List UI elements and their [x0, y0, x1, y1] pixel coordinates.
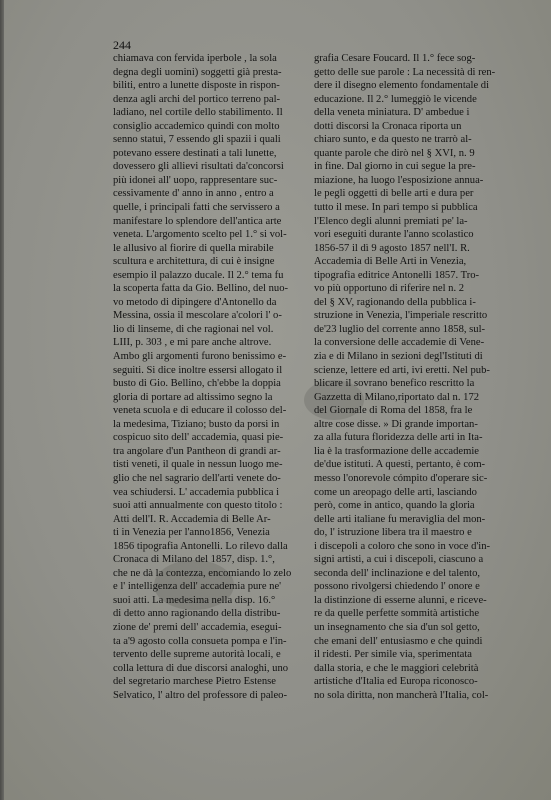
text-line: vea schiudersi. L' accademia pubblica i: [113, 486, 280, 498]
text-line: degna degli uomini) soggetti già presta-: [113, 66, 282, 78]
left-text-column: [113, 52, 316, 702]
text-line: messo l'onorevole cómpito d'operare sic-: [314, 472, 488, 484]
text-line: glio che nel sagrario dell'arti venete do-: [113, 472, 281, 484]
text-line: 1856 tipografia Antonelli. Lo rilevo dalla: [113, 540, 288, 552]
text-line: esempio il palazzo ducale. Il 2.° tema fu: [113, 269, 284, 281]
text-line: tisti veneti, il quale in nessun luogo me-: [113, 459, 283, 471]
text-line: signi artisti, a cui i discepoli, ciascuno a: [314, 554, 484, 566]
text-line: miazione, ha luogo l'esposizione annua-: [314, 174, 484, 186]
right-text-column: [314, 52, 526, 702]
text-line: grafia Cesare Foucard. Il 1.° fece sog-: [314, 53, 476, 64]
text-line: la medesima, Tiziano; busto da porsi in: [113, 418, 280, 430]
text-line: l'Elenco degli alunni premiati pe' la-: [314, 215, 468, 227]
text-line: no sola diritta, non mancherà l'Italia, col-: [314, 689, 489, 701]
text-line: vori eseguiti durante l'anno scolastico: [314, 229, 474, 241]
text-line: dovessero gli allievi risultati da'concorsi: [113, 161, 284, 173]
text-line: Atti dell'I. R. Accademia di Belle Ar-: [113, 513, 271, 525]
text-line: Gazzetta di Milano,riportato dal n. 172: [314, 391, 480, 403]
text-line: e l' intelligenza dell' accademia pure ne': [113, 581, 282, 593]
text-line: scultura e architettura, di cui è insigne: [113, 256, 275, 268]
text-line: de'23 luglio del corrente anno 1858, sul-: [314, 323, 486, 335]
text-line: denza agli archi del portico terreno pal-: [113, 93, 281, 105]
text-line: de'due istituti. A questi, pertanto, è com-: [314, 459, 486, 471]
text-line: i discepoli a coloro che sono in voce d'in-: [314, 540, 491, 552]
text-line: però, come in antico, quando la gloria: [314, 500, 475, 512]
text-line: la conversione delle accademie di Vene-: [314, 337, 485, 349]
text-line: Messina, ossia il mescolare a'colori l' o-: [113, 310, 282, 322]
text-line: za alla futura floridezza delle arti in Ita-: [314, 432, 483, 444]
text-line: getto delle sue parole : La necessità di ren-: [314, 66, 496, 78]
text-line: che ne dà la contezza, encomiando lo zelo: [113, 567, 292, 579]
text-line: blicare il sovrano benefico rescritto la: [314, 378, 475, 390]
text-line: lio di linseme, di che ragionai nel vol.: [113, 323, 274, 335]
text-line: potevano essere destinati a tali lunette,: [113, 147, 277, 159]
text-line: tutto il mese. In pari tempo si pubblica: [314, 202, 478, 214]
text-line: zia e di Milano in sezioni degl'Istituti di: [314, 351, 483, 363]
text-line: artistiche d'Italia ed Europa riconosco-: [314, 676, 478, 688]
text-line: ti in Venezia per l'anno1856, Venezia: [113, 527, 270, 539]
text-line: vo metodo di dipingere d'Antonello da: [113, 296, 277, 308]
text-line: delle arti italiane fu meraviglia del mon-: [314, 513, 486, 525]
text-line: tra angolare d'un Pantheon di grandi ar-: [113, 445, 281, 457]
text-line: la scoperta fatta da Gio. Bellino, del nuo-: [113, 283, 289, 295]
text-line: chiamava con fervida iperbole , la sola: [113, 53, 277, 64]
text-line: dalla storia, e che le maggiori celebrità: [314, 662, 479, 674]
text-line: altre cose disse. » Di grande importan-: [314, 418, 478, 430]
text-line: re da quelle perfette sommità artistiche: [314, 608, 480, 620]
text-line: un insegnamento che sia d'un sol getto,: [314, 621, 480, 633]
text-line: possono rivolgersi chiedendo l' onore e: [314, 581, 480, 593]
text-line: le pegli oggetti di belle arti e dura per: [314, 188, 474, 200]
text-line: educazione. Il 2.° lumeggiò le vicende: [314, 93, 477, 105]
text-line: cessivamente d' anno in anno , entro a: [113, 188, 274, 200]
text-line: del segretario marchese Pietro Estense: [113, 676, 276, 688]
text-line: struzione in Venezia, l'imperiale rescritto: [314, 310, 488, 322]
text-line: zione de' premi dell' accademia, esegui-: [113, 621, 282, 633]
text-line: tervento delle supreme autorità locali, e: [113, 649, 281, 661]
text-line: LIII, p. 303 , e mi pare anche altrove.: [113, 337, 272, 349]
text-line: do, l' istruzione libera tra il maestro e: [314, 527, 472, 539]
text-line: come un areopago delle arti, lasciando: [314, 486, 477, 498]
text-line: vo più opportuno di riferire nel n. 2: [314, 283, 465, 295]
text-line: ta a'9 agosto colla consueta pompa e l'in-: [113, 635, 287, 647]
text-line: seconda dell' inclinazione e del talento,: [314, 567, 481, 579]
text-line: dere il disegno elemento fondamentale di: [314, 80, 490, 92]
page-number: 244: [113, 38, 131, 52]
text-line: di detto anno ragionando della distribu-: [113, 608, 281, 620]
text-line: veneta. L'argomento scelto pel 1.° si vol-: [113, 229, 287, 241]
text-line: del § XV, ragionando della pubblica i-: [314, 296, 476, 308]
text-line: Accademia di Belle Arti in Venezia,: [314, 256, 467, 268]
text-line: suoi atti annualmente con questo titolo :: [113, 500, 283, 512]
text-line: della veneta miniatura. D' ambedue i: [314, 107, 470, 119]
text-line: che emani dell' entusiasmo e che quindi: [314, 635, 483, 647]
text-line: manifestare lo splendore dell'antica arte: [113, 215, 282, 227]
text-line: veneta scuola e di educare il colosso del-: [113, 405, 287, 417]
text-line: 1856-57 il dì 9 agosto 1857 nell'I. R.: [314, 242, 470, 254]
text-line: Selvatico, l' altro del professore di paleo-: [113, 689, 288, 701]
text-line: Ambo gli argomenti furono benissimo e-: [113, 351, 287, 363]
text-line: più idonei all' uopo, rappresentare suc-: [113, 174, 278, 186]
text-line: suoi atti. La medesima nella disp. 16.°: [113, 594, 276, 606]
text-line: tipografia editrice Antonelli 1857. Tro-: [314, 269, 480, 281]
text-line: busto di Gio. Bellino, ch'ebbe la doppia: [113, 378, 281, 390]
text-line: quante parole che dirò nel § XVI, n. 9: [314, 147, 475, 159]
text-line: dotti discorsi la Cronaca riporta un: [314, 120, 462, 132]
text-line: lia è la trasformazione delle accademie: [314, 445, 479, 457]
text-line: Cronaca di Milano del 1857, disp. 1.°,: [113, 554, 275, 566]
text-line: consiglio accademico quindi con molto: [113, 120, 280, 132]
text-line: del Giornale di Roma del 1858, fra le: [314, 405, 473, 417]
text-line: scienze, lettere ed arti, ivi eretti. Nel pub-: [314, 364, 490, 376]
text-line: il ridesti. Per simile via, sperimentata: [314, 649, 472, 661]
text-line: chiaro sunto, e da questo ne trarrò al-: [314, 134, 472, 146]
text-line: biliti, entro a lunette disposte in rispon-: [113, 80, 280, 92]
text-line: in fine. Dal giorno in cui segue la pre-: [314, 161, 476, 173]
text-line: colla lettura di due discorsi analoghi, uno: [113, 662, 289, 674]
text-line: la distinzione di esserne alunni, e riceve-: [314, 594, 487, 606]
text-line: cospicuo sito dell' accademia, quasi pie-: [113, 432, 284, 444]
text-line: ladiano, nel cortile dello stabilimento. Il: [113, 107, 283, 119]
text-line: quelle, i principali fatti che servissero a: [113, 202, 280, 214]
text-line: gloria di portare ad altissimo segno la: [113, 391, 273, 403]
text-line: seguiti. Si dice inoltre essersi allogato il: [113, 364, 283, 376]
text-line: le allusivo al fiorire di quella mirabile: [113, 242, 274, 254]
text-line: senno statuì, 7 essendo gli spazii i quali: [113, 134, 281, 146]
